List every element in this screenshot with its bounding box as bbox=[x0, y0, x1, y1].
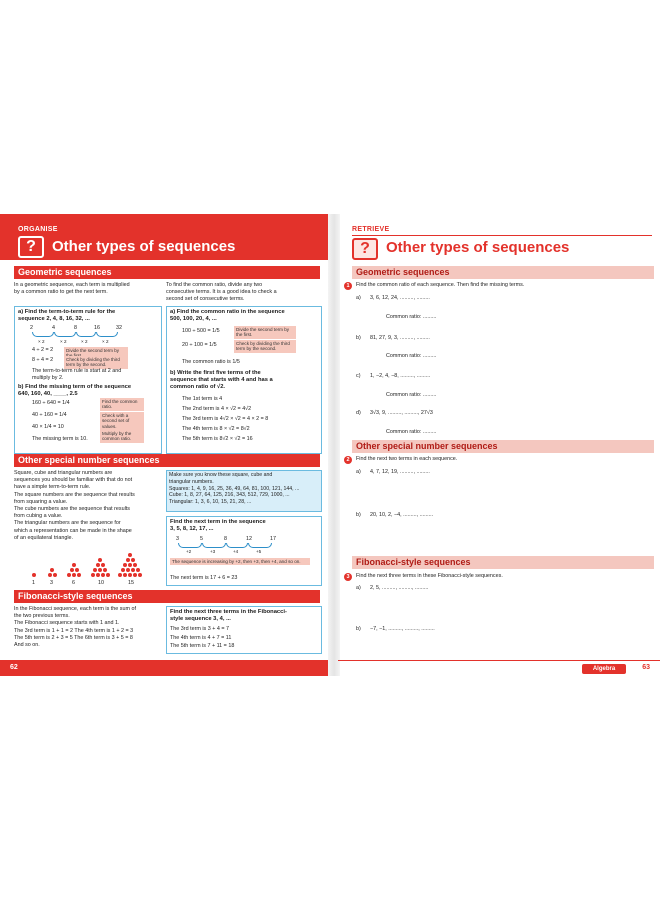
sequence-question: 81, 27, 9, 3, ........., ......... bbox=[370, 335, 430, 341]
question-mark-icon: ? bbox=[352, 238, 378, 260]
page-title: Other types of sequences bbox=[386, 239, 570, 256]
text-line: The 4th term is 4 + 7 = 11 bbox=[170, 634, 232, 641]
example-question bbox=[18, 309, 158, 323]
text-line: The term-to-term rule is start at 2 and bbox=[32, 368, 122, 374]
difference-label: +2 bbox=[186, 549, 192, 554]
part-label: b) bbox=[356, 626, 361, 632]
section-heading-geometric: Geometric sequences bbox=[14, 266, 320, 279]
page-footer bbox=[338, 660, 660, 676]
multiplier-label: × 2 bbox=[60, 339, 67, 344]
seq-term: 8 bbox=[224, 536, 227, 542]
triangle-dot bbox=[93, 568, 97, 572]
tip-note: Check by dividing the third term by the second. bbox=[64, 356, 128, 369]
working-line: 8 ÷ 4 = 2 bbox=[32, 357, 54, 363]
question-text: Find the next two terms in each sequence. bbox=[356, 456, 458, 462]
text-line: And so on. bbox=[14, 642, 40, 649]
tip-note: Find the common ratio. bbox=[100, 398, 144, 411]
part-label: c) bbox=[356, 373, 361, 379]
triangle-dot bbox=[133, 573, 137, 577]
question-line: sequence that starts with 4 and has a bbox=[170, 377, 273, 383]
sequence-question: 1, −2, 4, −8, ........., ......... bbox=[370, 373, 431, 379]
difference-label: +4 bbox=[233, 549, 239, 554]
triangle-dot bbox=[98, 568, 102, 572]
example-question-c bbox=[170, 309, 320, 323]
tip-note: Check by dividing the third term by the second. bbox=[234, 340, 296, 353]
triangle-dot bbox=[128, 553, 132, 557]
triangle-dot bbox=[138, 573, 142, 577]
difference-label: +3 bbox=[210, 549, 216, 554]
seq-term: 16 bbox=[94, 325, 100, 331]
text-line: In a geometric sequence, each term is multiplied bbox=[14, 282, 130, 288]
text-line: The Fibonacci sequence starts with 1 and 1. bbox=[14, 620, 120, 627]
section-heading-fibonacci: Fibonacci-style sequences bbox=[14, 590, 320, 603]
example-question-d bbox=[170, 370, 320, 391]
example-question-f bbox=[170, 609, 320, 623]
text-line: second set of consecutive terms. bbox=[166, 296, 245, 303]
triangle-dot bbox=[128, 563, 132, 567]
part-label: b) bbox=[356, 335, 361, 341]
working-line: 40 × 1/4 = 10 bbox=[32, 424, 64, 430]
fibonacci-intro bbox=[14, 606, 166, 649]
section-heading-geometric: Geometric sequences bbox=[352, 266, 654, 279]
multiplier-label: × 2 bbox=[81, 339, 88, 344]
triangle-dot bbox=[118, 573, 122, 577]
part-label: d) bbox=[356, 410, 361, 416]
sequence-arc bbox=[96, 332, 118, 337]
section-heading-special: Other special number sequences bbox=[14, 454, 320, 467]
geometric-intro bbox=[14, 282, 164, 296]
page-footer bbox=[0, 660, 330, 676]
text-line: Triangular: 1, 3, 6, 10, 15, 21, 28, ... bbox=[169, 499, 252, 506]
triangle-dot bbox=[136, 568, 140, 572]
common-ratio-prompt: Common ratio: ......... bbox=[386, 429, 437, 435]
question-line: style sequence 3, 4, ... bbox=[170, 616, 231, 622]
left-page bbox=[0, 214, 330, 676]
text-line: The 5th term is 7 + 11 = 18 bbox=[170, 643, 235, 649]
text-line: from squaring a value. bbox=[14, 498, 68, 505]
working-line: The common ratio is 1/5 bbox=[182, 359, 240, 365]
question-text: Find the common ratio of each sequence. Then find the missing terms. bbox=[356, 282, 525, 288]
text-line: The 5th term is 8√2 × √2 = 16 bbox=[182, 436, 253, 442]
working-line: 4 ÷ 2 = 2 bbox=[32, 347, 54, 353]
sequence-arc bbox=[54, 332, 76, 337]
difference-label: +5 bbox=[256, 549, 262, 554]
text-line: To find the common ratio, divide any two bbox=[166, 282, 263, 288]
question-line: 640, 160, 40, ____, 2.5 bbox=[18, 391, 78, 397]
triangle-dot bbox=[96, 573, 100, 577]
triangle-dot bbox=[121, 568, 125, 572]
triangle-dot bbox=[126, 568, 130, 572]
tip-note: Multiply by the common ratio. bbox=[100, 430, 144, 443]
tip-note: The sequence is increasing by +2, then +3, then +4, and so on. bbox=[170, 558, 310, 565]
special-intro bbox=[14, 470, 164, 542]
answer-text: The next term is 17 + 6 = 23 bbox=[170, 575, 238, 581]
text-line: The 3rd term is 4√2 × √2 = 4 × 2 = 8 bbox=[182, 416, 269, 422]
triangle-dot bbox=[50, 568, 54, 572]
working-line: The missing term is 10. bbox=[32, 436, 88, 442]
seq-term: 8 bbox=[74, 325, 77, 331]
seq-term: 17 bbox=[270, 536, 276, 542]
seq-term: 5 bbox=[200, 536, 203, 542]
triangle-dot bbox=[126, 558, 130, 562]
example-question-b bbox=[18, 384, 158, 398]
tri-label: 3 bbox=[50, 580, 53, 586]
text-line: The 4th term is 8 × √2 = 8√2 bbox=[182, 426, 250, 432]
triangle-dot bbox=[72, 563, 76, 567]
text-line: Square, cube and triangular numbers are bbox=[14, 470, 113, 476]
answer-lines bbox=[182, 394, 320, 444]
question-line: Find the next three terms in the Fibonacci- bbox=[170, 609, 287, 615]
triangle-dot bbox=[72, 573, 76, 577]
working-line: 100 ÷ 500 = 1/5 bbox=[182, 328, 220, 334]
text-line: The square numbers are the sequence that results bbox=[14, 491, 135, 498]
text-line: sequences you should be familiar with that do not bbox=[14, 477, 133, 484]
part-label: a) bbox=[356, 295, 361, 301]
sequence-question: 20, 10, 2, −4, ........., ......... bbox=[370, 512, 434, 518]
text-line: the two previous terms. bbox=[14, 613, 70, 620]
example-question-e bbox=[170, 519, 320, 533]
seq-term: 32 bbox=[116, 325, 122, 331]
triangle-dot bbox=[123, 563, 127, 567]
seq-term: 2 bbox=[30, 325, 33, 331]
text-line: by a common ratio to get the next term. bbox=[14, 289, 108, 296]
seq-term: 12 bbox=[246, 536, 252, 542]
common-ratio-prompt: Common ratio: ......... bbox=[386, 353, 437, 359]
text-line: In the Fibonacci sequence, each term is the sum of bbox=[14, 606, 136, 612]
sequence-question: 3, 6, 12, 24, ........., ......... bbox=[370, 295, 430, 301]
tri-label: 1 bbox=[32, 580, 35, 586]
sequence-question: 4, 7, 12, 19, ........., ......... bbox=[370, 469, 430, 475]
geometric-intro-2 bbox=[166, 282, 321, 304]
triangle-dot bbox=[75, 568, 79, 572]
part-label: a) bbox=[356, 469, 361, 475]
triangle-dot bbox=[106, 573, 110, 577]
book-spread bbox=[0, 214, 660, 676]
text-line: Cube: 1, 8, 27, 64, 125, 216, 343, 512, 729, 1000, ... bbox=[169, 492, 290, 499]
seq-term: 4 bbox=[52, 325, 55, 331]
text-line: Squares: 1, 4, 9, 16, 25, 36, 49, 64, 81, 100, 121, 144, ... bbox=[169, 485, 300, 492]
triangle-dot bbox=[53, 573, 57, 577]
question-number: 3 bbox=[344, 573, 352, 581]
sequence-question: −7, −1, ........., ........., ......... bbox=[370, 626, 435, 632]
text-line: from cubing a value. bbox=[14, 513, 63, 520]
organise-tag: ORGANISE bbox=[18, 226, 58, 233]
question-line: 500, 100, 20, 4, ... bbox=[170, 316, 217, 322]
triangle-dot bbox=[91, 573, 95, 577]
right-page bbox=[338, 214, 660, 676]
answer-lines bbox=[170, 625, 320, 651]
text-line: The 3rd term is 1 + 1 = 2 The 4th term is 1 + 2 = 3 bbox=[14, 627, 134, 634]
text-line: The 3rd term is 3 + 4 = 7 bbox=[170, 626, 230, 632]
multiplier-label: × 2 bbox=[38, 339, 45, 344]
common-ratio-prompt: Common ratio: ......... bbox=[386, 314, 437, 320]
question-line: Find the next term in the sequence bbox=[170, 519, 266, 525]
triangle-dot bbox=[67, 573, 71, 577]
triangle-dot bbox=[131, 568, 135, 572]
text-line: multiply by 2. bbox=[32, 375, 64, 382]
triangle-dot bbox=[96, 563, 100, 567]
question-line: 3, 5, 8, 12, 17, ... bbox=[170, 526, 214, 532]
question-number: 2 bbox=[344, 456, 352, 464]
tag-divider bbox=[352, 235, 652, 236]
triangle-dot bbox=[77, 573, 81, 577]
sequence-arc bbox=[76, 332, 96, 337]
sequence-question: 2, 5, ........., ........., ......... bbox=[370, 585, 429, 591]
working-line: 40 ÷ 160 = 1/4 bbox=[32, 412, 67, 418]
retrieve-tag: RETRIEVE bbox=[352, 226, 390, 233]
section-tab: Algebra bbox=[582, 664, 626, 674]
triangle-dot bbox=[103, 568, 107, 572]
text-line: The 2nd term is 4 × √2 = 4√2 bbox=[182, 406, 252, 412]
triangle-dot bbox=[101, 563, 105, 567]
working-line: 20 ÷ 100 = 1/5 bbox=[182, 342, 217, 348]
triangle-dot bbox=[98, 558, 102, 562]
question-line: sequence 2, 4, 8, 16, 32, ... bbox=[18, 316, 90, 322]
question-line: a) Find the common ratio in the sequence bbox=[170, 309, 285, 315]
tri-label: 6 bbox=[72, 580, 75, 586]
page-number: 63 bbox=[642, 664, 650, 671]
section-heading-special: Other special number sequences bbox=[352, 440, 654, 453]
triangle-dot bbox=[48, 573, 52, 577]
tip-note: Check with a second set of values. bbox=[100, 412, 144, 430]
question-line: b) Write the first five terms of the bbox=[170, 370, 261, 376]
page-number: 62 bbox=[10, 664, 18, 671]
seq-term: 3 bbox=[176, 536, 179, 542]
text-line: Make sure you know these square, cube and bbox=[169, 472, 273, 478]
question-text: Find the next three terms in these Fibonacci-style sequences. bbox=[356, 573, 503, 579]
triangle-dot bbox=[32, 573, 36, 577]
text-line: The 1st term is 4 bbox=[182, 396, 223, 402]
tri-label: 15 bbox=[128, 580, 134, 586]
question-mark-icon: ? bbox=[18, 236, 44, 258]
multiplier-label: × 2 bbox=[102, 339, 109, 344]
triangle-dot bbox=[123, 573, 127, 577]
question-line: a) Find the term-to-term rule for the bbox=[18, 309, 116, 315]
text-line: consecutive terms. It is a good idea to check a bbox=[166, 289, 277, 296]
page-title: Other types of sequences bbox=[52, 238, 236, 255]
question-line: common ratio of √2. bbox=[170, 384, 226, 390]
sequence-arc bbox=[32, 332, 54, 337]
sequence-question: 3√3, 9, ........., ........., 27√3 bbox=[370, 410, 433, 416]
answer-text bbox=[32, 368, 160, 382]
part-label: a) bbox=[356, 585, 361, 591]
tip-note: Divide the second term by the first. bbox=[234, 326, 296, 339]
text-line: The cube numbers are the sequence that results bbox=[14, 506, 130, 513]
text-line: triangular numbers. bbox=[169, 478, 214, 485]
text-line: The triangular numbers are the sequence for bbox=[14, 520, 121, 527]
question-number: 1 bbox=[344, 282, 352, 290]
info-text bbox=[169, 472, 321, 506]
triangle-dot bbox=[133, 563, 137, 567]
triangle-dot bbox=[128, 573, 132, 577]
text-line: have a simple term-to-term rule. bbox=[14, 484, 91, 491]
triangle-dot bbox=[101, 573, 105, 577]
tip-note: Divide the second term by bbox=[64, 347, 128, 360]
part-label: b) bbox=[356, 512, 361, 518]
text-line: of an equilateral triangle. bbox=[14, 534, 74, 541]
tri-label: 10 bbox=[98, 580, 104, 586]
common-ratio-prompt: Common ratio: ......... bbox=[386, 392, 437, 398]
section-heading-fibonacci: Fibonacci-style sequences bbox=[352, 556, 654, 569]
working-line: 160 ÷ 640 = 1/4 bbox=[32, 400, 70, 406]
text-line: which a representation can be made in the shape bbox=[14, 527, 132, 534]
triangle-dot bbox=[131, 558, 135, 562]
triangle-dot bbox=[70, 568, 74, 572]
text-line: The 5th term is 2 + 3 = 5 The 6th term is 3 + 5 = 8 bbox=[14, 634, 133, 641]
question-line: b) Find the missing term of the sequence bbox=[18, 384, 132, 390]
